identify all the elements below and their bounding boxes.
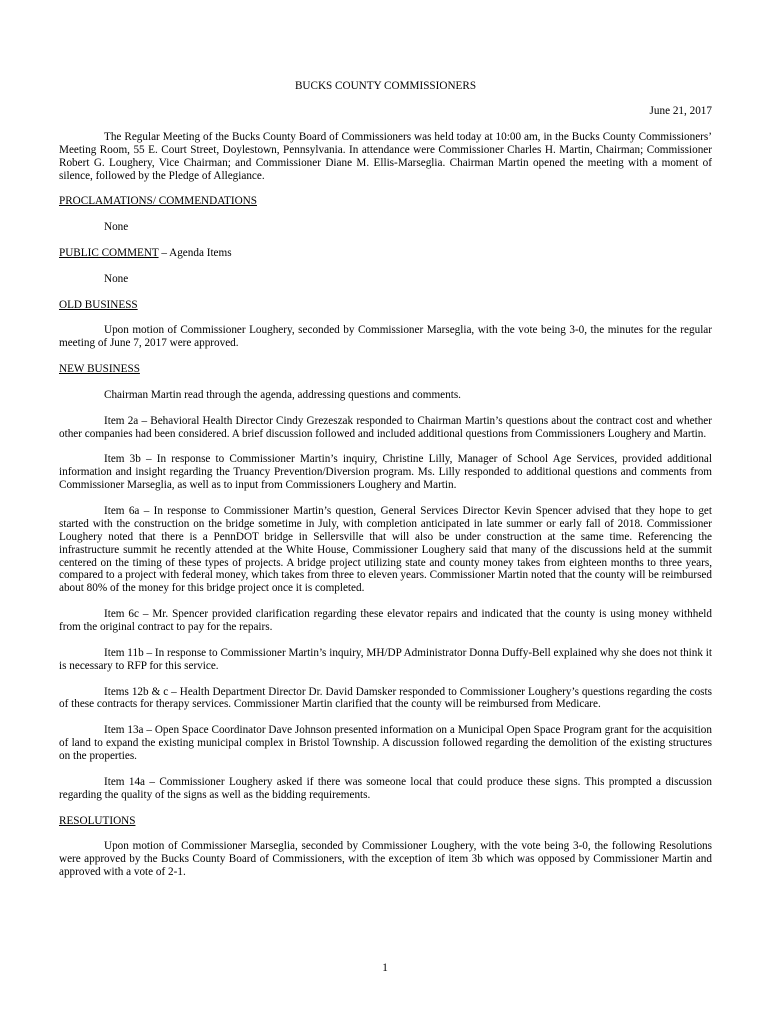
new-business-heading-text: NEW BUSINESS	[59, 363, 140, 376]
new-business-paragraph: Item 3b – In response to Commissioner Martin’s inquiry, Christine Lilly, Manager of School Age Services, provided additional information and insight regarding the Truancy Prevention/Diversion program. Ms. Lilly responded to additional questions and comments from Commissioner Marseglia, as well as to input from Commissioners Loughery and Martin.	[59, 453, 712, 492]
old-business-paragraph: Upon motion of Commissioner Loughery, seconded by Commissioner Marseglia, with the vote being 3-0, the minutes for the regular meeting of June 7, 2017 were approved.	[59, 324, 712, 350]
new-business-paragraph: Items 12b & c – Health Department Director Dr. David Damsker responded to Commissioner Loughery’s questions regarding the costs of these contracts for therapy services. Commissioner Martin clarified that the county will be reimbursed from Medicare.	[59, 685, 712, 711]
new-business-paragraph: Item 6a – In response to Commissioner Martin’s question, General Services Director Kevin Spencer advised that they hope to get started with the construction on the bridge sometime in July, with completion anticipated in late summer or early fall of 2018. Commissioner Loughery noted that there is a PennDOT bridge in Sellersville that will also be under construction at the same time. Referencing the infrastructure summit he recently attended at the White House, Commissioner Loughery said that many of the discussions held at the summit centered on the timing of these types of projects. A bridge project utilizing state and county money takes from eighteen months to three years, compared to a project with federal money, which takes from three to eleven years. Commissioner Martin noted that the county will be reimbursed about 80% of the money for this bridge project once it is completed.	[59, 504, 712, 595]
old-business-heading-text: OLD BUSINESS	[59, 298, 138, 311]
public-comment-heading-text: PUBLIC COMMENT	[59, 246, 159, 259]
section-heading-old-business	[59, 299, 712, 312]
proclamations-heading-text: PROCLAMATIONS/ COMMENDATIONS	[59, 195, 257, 208]
public-comment-heading-suffix: – Agenda Items	[158, 246, 232, 259]
meeting-date: June 21, 2017	[649, 104, 712, 117]
section-heading-resolutions	[59, 815, 712, 828]
new-business-paragraph: Item 13a – Open Space Coordinator Dave Johnson presented information on a Municipal Open Space Program grant for the acquisition of land to expand the existing municipal complex in Bristol Township. A discussion followed regarding the demolition of the existing structures on the properties.	[59, 724, 712, 763]
new-business-paragraph: Item 11b – In response to Commissioner Martin’s inquiry, MH/DP Administrator Donna Duffy-Bell explained why she does not think it is necessary to RFP for this service.	[59, 646, 712, 672]
proclamations-body: None	[104, 221, 129, 234]
resolutions-heading-text: RESOLUTIONS	[59, 814, 136, 827]
public-comment-body: None	[104, 272, 129, 285]
page-number: 1	[382, 962, 388, 974]
section-heading-public-comment	[59, 247, 712, 260]
section-heading-proclamations	[59, 195, 712, 208]
section-heading-new-business	[59, 363, 712, 376]
intro-paragraph: The Regular Meeting of the Bucks County Board of Commissioners was held today at 10:00 am, in the Bucks County Commissioners’ Meeting Room, 55 E. Court Street, Doylestown, Pennsylvania. In attendance were Commissioner Charles H. Martin, Chairman; Commissioner Robert G. Loughery, Vice Chairman; and Commissioner Diane M. Ellis-Marseglia. Chairman Martin opened the meeting with a moment of silence, followed by the Pledge of Allegiance.	[59, 130, 712, 182]
document-title: BUCKS COUNTY COMMISSIONERS	[294, 80, 477, 92]
new-business-paragraph: Chairman Martin read through the agenda, addressing questions and comments.	[104, 388, 461, 401]
new-business-paragraph: Item 2a – Behavioral Health Director Cindy Grezeszak responded to Chairman Martin’s questions about the contract cost and whether other companies had been considered. A brief discussion followed and included additional questions from Commissioners Loughery and Martin.	[59, 414, 712, 440]
document-page	[59, 80, 712, 892]
resolutions-paragraph: Upon motion of Commissioner Marseglia, seconded by Commissioner Loughery, with the vote being 3-0, the following Resolutions were approved by the Bucks County Board of Commissioners, with the exception of item 3b which was opposed by Commissioner Martin and approved with a vote of 2-1.	[59, 840, 712, 879]
new-business-paragraph: Item 14a – Commissioner Loughery asked if there was someone local that could produce these signs. This prompted a discussion regarding the quality of the signs as well as the bidding requirements.	[59, 775, 712, 801]
new-business-paragraph: Item 6c – Mr. Spencer provided clarification regarding these elevator repairs and indicated that the county is using money withheld from the original contract to pay for the repairs.	[59, 608, 712, 634]
